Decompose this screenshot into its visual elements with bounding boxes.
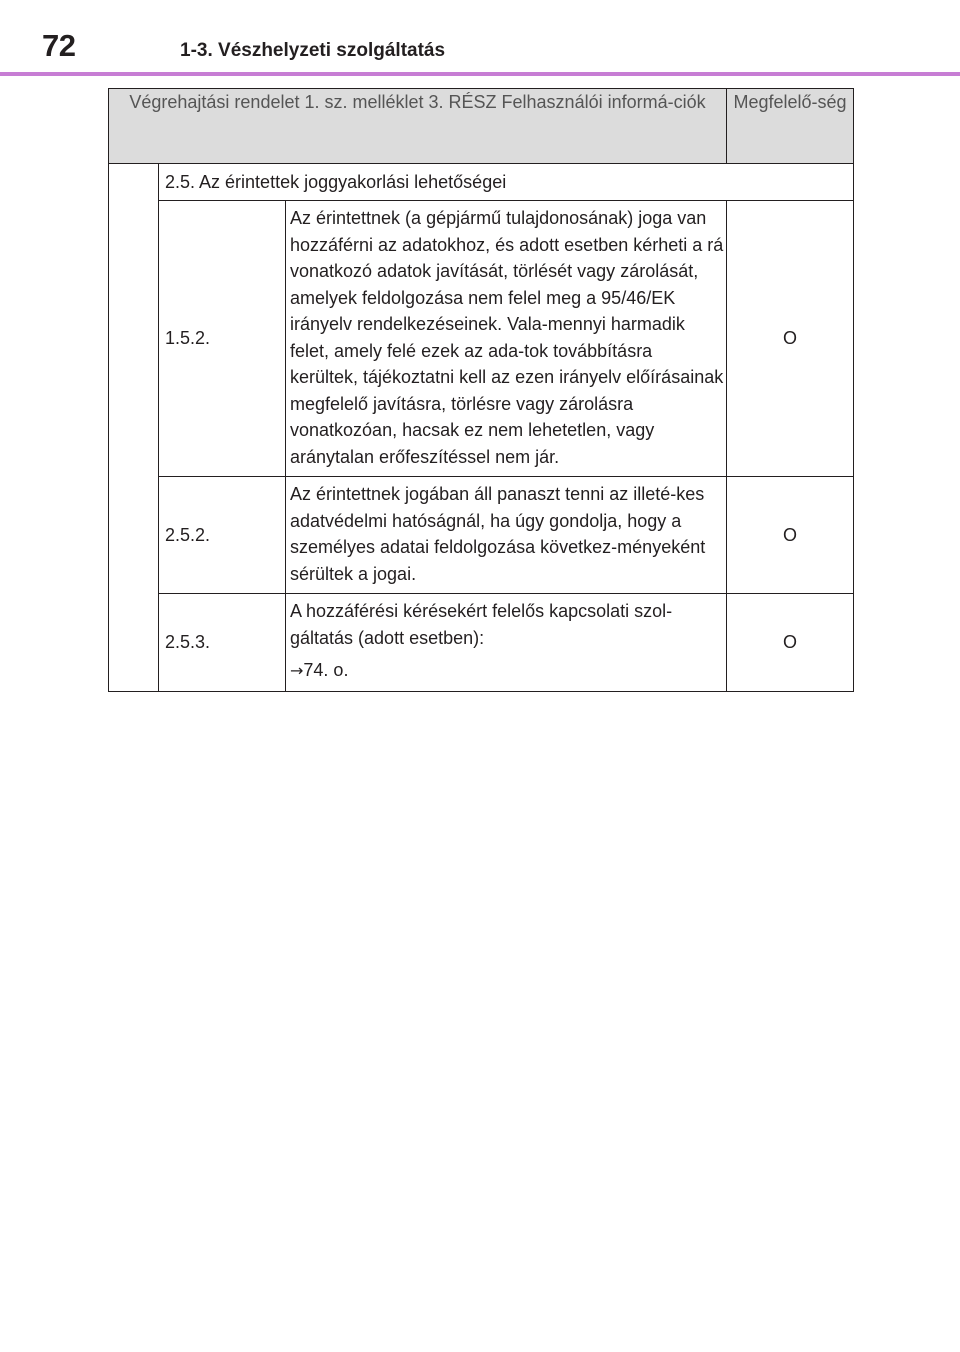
arrow-right-icon: → <box>290 661 304 680</box>
compliance-column-header: Megfelelő-ség <box>727 89 854 164</box>
page-number: 72 <box>42 28 76 63</box>
row-number: 2.5.2. <box>159 477 286 594</box>
table-row <box>109 477 854 594</box>
page-reference <box>290 657 724 685</box>
page-reference-text: 74. o. <box>303 660 349 680</box>
indent-cell <box>109 164 159 692</box>
row-text: Az érintettnek jogában áll panaszt tenni az illeté-kes adatvédelmi hatóságnál, ha úgy gondolja, hogy a személyes adatai feldolgozása következ-ményeként sérültek a jogai. <box>286 477 727 594</box>
requirements-table <box>108 88 854 692</box>
row-text: A hozzáférési kérésekért felelős kapcsolati szol-gáltatás (adott esetben): <box>290 601 673 648</box>
table-header-row <box>109 89 854 164</box>
section-title: 1-3. Vészhelyzeti szolgáltatás <box>180 40 446 61</box>
header-divider <box>0 72 960 76</box>
section-heading: 2.5. Az érintettek joggyakorlási lehetőségei <box>159 164 854 201</box>
section-row <box>109 164 854 201</box>
row-compliance: O <box>727 594 854 692</box>
table-row <box>109 201 854 477</box>
row-compliance: O <box>727 201 854 477</box>
row-number: 2.5.3. <box>159 594 286 692</box>
table-row <box>109 594 854 692</box>
row-compliance: O <box>727 477 854 594</box>
row-text-cell <box>286 594 727 692</box>
requirement-column-header: Végrehajtási rendelet 1. sz. melléklet 3. RÉSZ Felhasználói informá-ciók <box>109 89 727 164</box>
row-text: Az érintettnek (a gépjármű tulajdonosának) joga van hozzáférni az adatokhoz, és adott esetben kérheti a rá vonatkozó adatok javítását, törlését vagy zárolását, amelyek feldolgozása nem felel meg a 95/46/EK irányelv rendelkezéseinek. Vala-mennyi harmadik felet, amely felé ezek az ada-tok továbbításra kerültek, tájékoztatni kell az ezen irányelv előírásainak megfelelő javításra, törlésre vagy zárolásra vonatkozóan, hacsak ez nem lehetetlen, vagy aránytalan erőfeszítéssel nem jár. <box>286 201 727 477</box>
row-number: 1.5.2. <box>159 201 286 477</box>
